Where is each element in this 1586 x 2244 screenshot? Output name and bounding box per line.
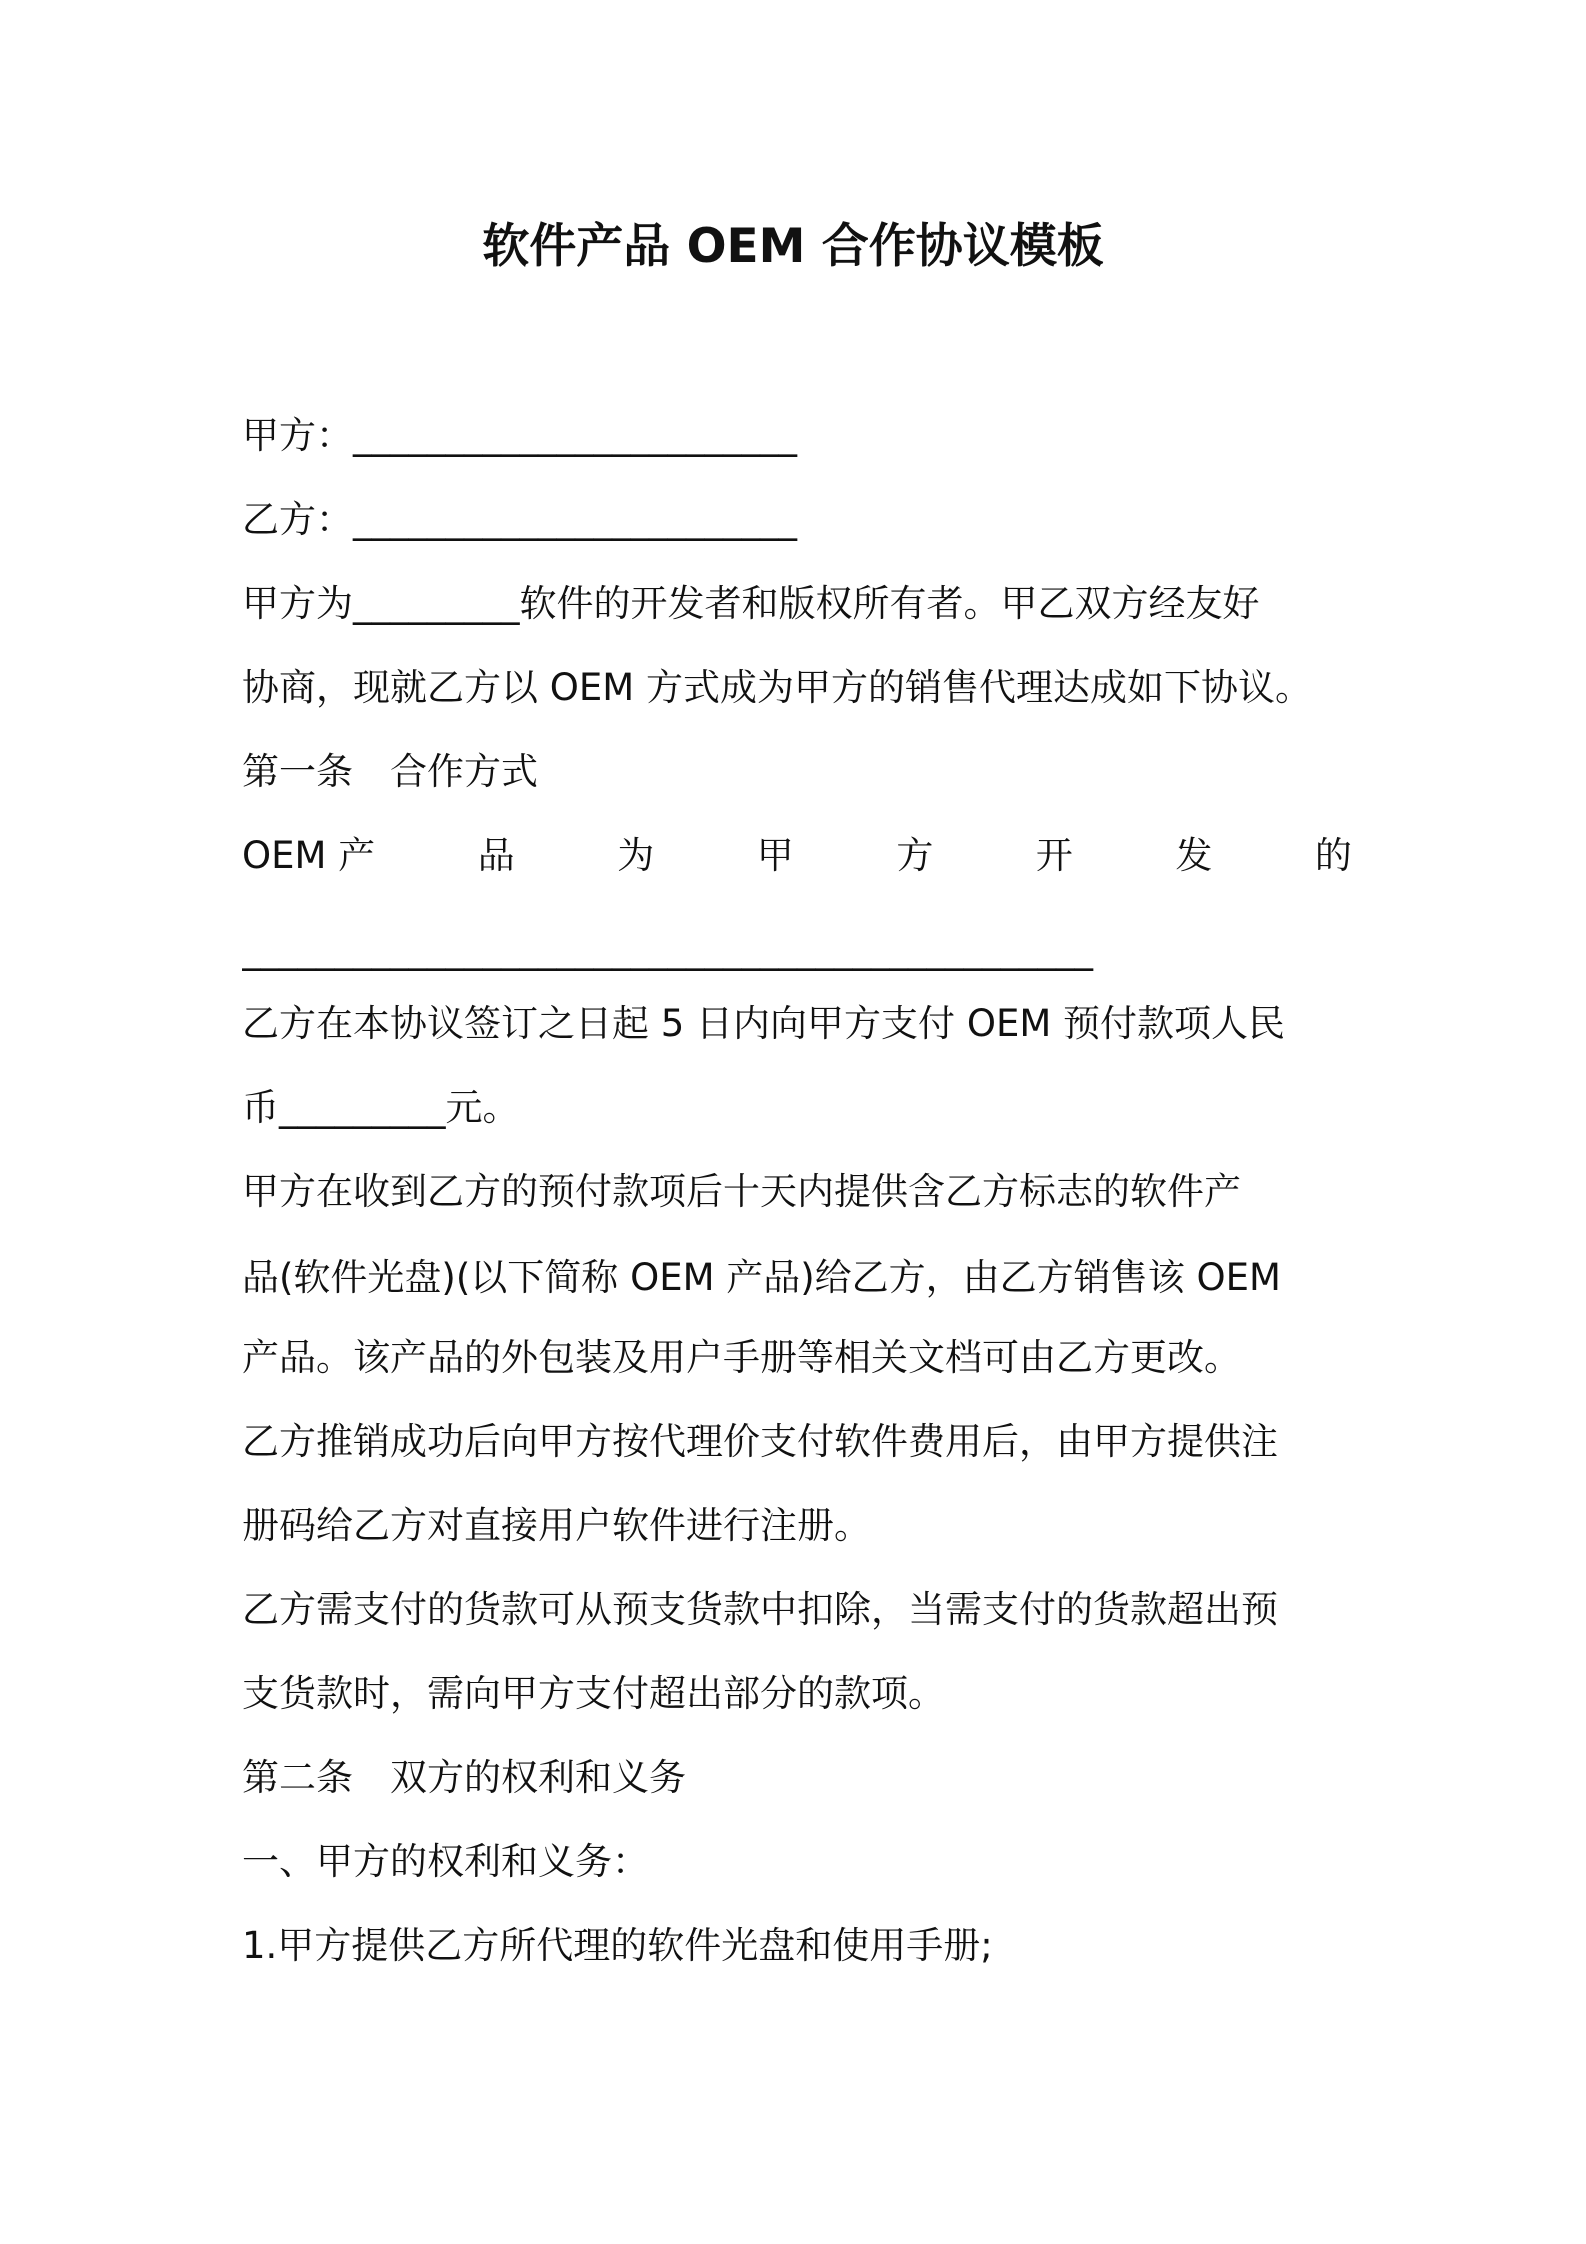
spread-word: 发 [1175, 834, 1213, 877]
article-heading: 第二条 双方的权利和义务 [242, 1756, 686, 1799]
spread-word: 为 [617, 834, 655, 877]
spread-word: 品 [477, 834, 515, 877]
party-b-line: 乙方：________________________ [242, 498, 797, 541]
blank-line: ______________________________________________ [242, 928, 1093, 971]
article-heading: 第一条 合作方式 [242, 750, 538, 793]
paragraph-line: 乙方在本协议签订之日起 5 日内向甲方支付 OEM 预付款项人民 [242, 1002, 1286, 1045]
list-item: 1.甲方提供乙方所代理的软件光盘和使用手册; [242, 1924, 993, 1967]
paragraph-line: 支货款时，需向甲方支付超出部分的款项。 [242, 1672, 945, 1715]
paragraph-line: 册码给乙方对直接用户软件进行注册。 [242, 1504, 871, 1547]
paragraph-line: 甲方在收到乙方的预付款项后十天内提供含乙方标志的软件产 [242, 1170, 1241, 1213]
paragraph-line: 乙方需支付的货款可从预支货款中扣除，当需支付的货款超出预 [242, 1588, 1278, 1631]
section-heading: 一、甲方的权利和义务： [242, 1840, 649, 1883]
paragraph-line: 甲方为_________软件的开发者和版权所有者。甲乙双方经友好 [242, 582, 1260, 625]
paragraph-line: 产品。该产品的外包装及用户手册等相关文档可由乙方更改。 [242, 1336, 1241, 1379]
paragraph-line: 协商，现就乙方以 OEM 方式成为甲方的销售代理达成如下协议。 [242, 666, 1312, 709]
paragraph-line: 品(软件光盘)(以下简称 OEM 产品)给乙方，由乙方销售该 OEM [242, 1256, 1281, 1299]
paragraph-line: 币_________元。 [242, 1086, 520, 1129]
spread-word: OEM 产 [242, 834, 376, 877]
spread-word: 的 [1314, 834, 1352, 877]
spread-word: 方 [896, 834, 934, 877]
spread-line [242, 828, 1352, 884]
document-title: 软件产品 OEM 合作协议模板 [482, 219, 1104, 274]
party-a-line: 甲方：________________________ [242, 414, 797, 457]
spread-word: 开 [1035, 834, 1073, 877]
spread-word: 甲 [756, 834, 794, 877]
paragraph-line: 乙方推销成功后向甲方按代理价支付软件费用后，由甲方提供注 [242, 1420, 1278, 1463]
